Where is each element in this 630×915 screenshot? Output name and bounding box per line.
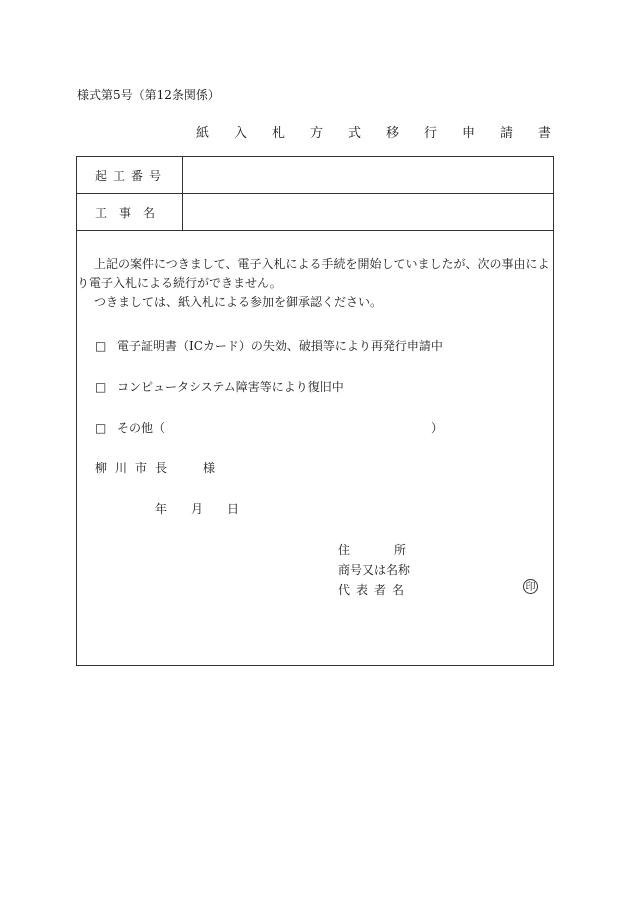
- company-name-label: 商号又は名称: [338, 563, 411, 577]
- reason-system-failure: [95, 378, 344, 395]
- address-label: 住 所: [338, 543, 407, 557]
- construction-name-row: [77, 194, 553, 231]
- checkbox[interactable]: □: [95, 380, 107, 394]
- date-day: 日: [227, 502, 240, 516]
- date-line: [155, 500, 239, 517]
- addressee-name: 柳川市長: [95, 461, 176, 475]
- form-number: 様式第5号（第12条関係）: [77, 88, 220, 102]
- document-title: 紙 入 札 方 式 移 行 申 請 書: [196, 126, 558, 141]
- reason-label: 電子証明書（ICカード）の失効、破損等により再発行申請中: [117, 339, 443, 353]
- body-paragraph-1: 上記の案件につきまして、電子入札による手続を開始していましたが、次の事由により電子入札による続行ができません。: [77, 257, 550, 290]
- addressee-honorific: 様: [203, 461, 216, 475]
- checkbox[interactable]: □: [95, 339, 107, 353]
- reason-certificate: [95, 337, 443, 354]
- body-text: [77, 255, 555, 312]
- reason-label: コンピュータシステム障害等により復旧中: [117, 380, 344, 394]
- construction-name-label: 工 事 名: [77, 194, 183, 230]
- seal-mark: 印: [523, 579, 538, 594]
- construction-name-field[interactable]: [183, 194, 553, 230]
- date-month: 月: [191, 502, 204, 516]
- reason-label: その他（: [117, 421, 166, 435]
- construction-number-label: 起工番号: [77, 157, 183, 193]
- construction-number-row: [77, 157, 553, 194]
- reason-other: [95, 419, 165, 436]
- checkbox[interactable]: □: [95, 421, 107, 435]
- application-form: [76, 156, 554, 666]
- date-year: 年: [155, 502, 168, 516]
- construction-number-field[interactable]: [183, 157, 553, 193]
- body-paragraph-2: つきましては、紙入札による参加を御承認ください。: [94, 295, 383, 309]
- representative-label: 代表者名: [338, 583, 411, 597]
- other-close-paren: ）: [431, 421, 444, 435]
- addressee: [95, 459, 215, 476]
